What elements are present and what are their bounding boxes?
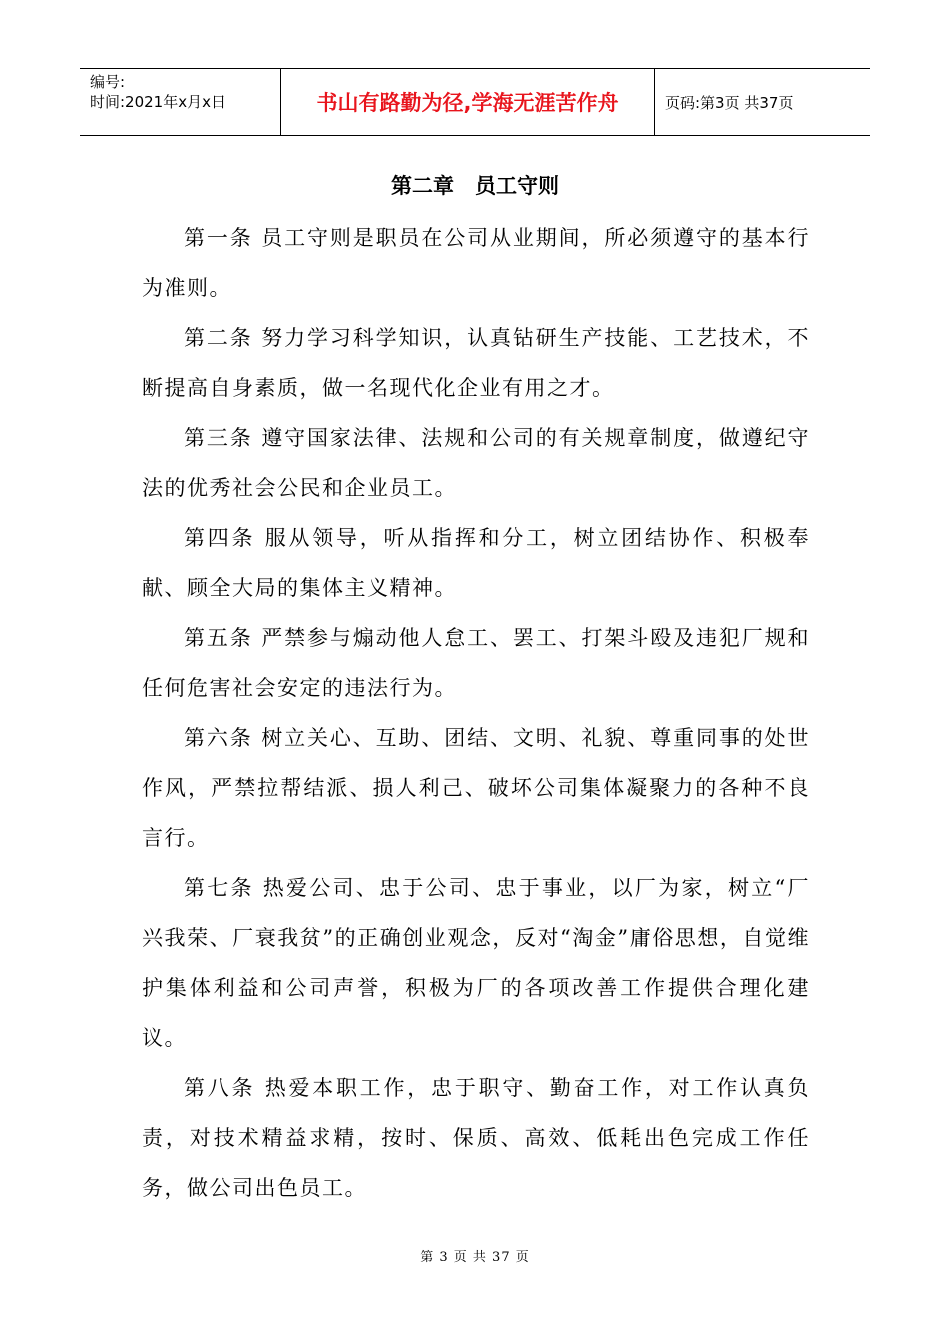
document-number-label: 编号: <box>90 73 126 91</box>
page-footer: 第 3 页 共 37 页 <box>420 1250 530 1265</box>
article-1: 第一条 员工守则是职员在公司从业期间，所必须遵守的基本行为准则。 <box>142 226 810 300</box>
article-4: 第四条 服从领导，听从指挥和分工，树立团结协作、积极奉献、顾全大局的集体主义精神。 <box>142 526 810 600</box>
article-7: 第七条 热爱公司、忠于公司、忠于事业，以厂为家，树立“厂兴我荣、厂衰我贫”的正确创业观念，反对“淘金”庸俗思想，自觉维护集体利益和公司声誉，积极为厂的各项改善工作提供合理化建议。 <box>142 876 810 1050</box>
document-date: 时间:2021年x月x日 <box>90 93 226 111</box>
article-5: 第五条 严禁参与煽动他人怠工、罢工、打架斗殴及违犯厂规和任何危害社会安定的违法行为。 <box>142 626 810 700</box>
article-2: 第二条 努力学习科学知识，认真钻研生产技能、工艺技术，不断提高自身素质，做一名现代化企业有用之才。 <box>142 326 810 400</box>
chapter-title: 第二章 员工守则 <box>391 174 559 198</box>
article-6: 第六条 树立关心、互助、团结、文明、礼貌、尊重同事的处世作风，严禁拉帮结派、损人利己、破坏公司集体凝聚力的各种不良言行。 <box>142 726 810 850</box>
article-8: 第八条 热爱本职工作，忠于职守、勤奋工作，对工作认真负责，对技术精益求精，按时、保质、高效、低耗出色完成工作任务，做公司出色员工。 <box>142 1076 810 1200</box>
header-meta <box>80 69 280 135</box>
article-list <box>142 213 810 1213</box>
header-motto: 书山有路勤为径,学海无涯苦作舟 <box>280 69 655 135</box>
header-page-info: 页码:第3页 共37页 <box>665 93 794 112</box>
page-header <box>80 68 870 136</box>
article-3: 第三条 遵守国家法律、法规和公司的有关规章制度，做遵纪守法的优秀社会公民和企业员工。 <box>142 426 810 500</box>
